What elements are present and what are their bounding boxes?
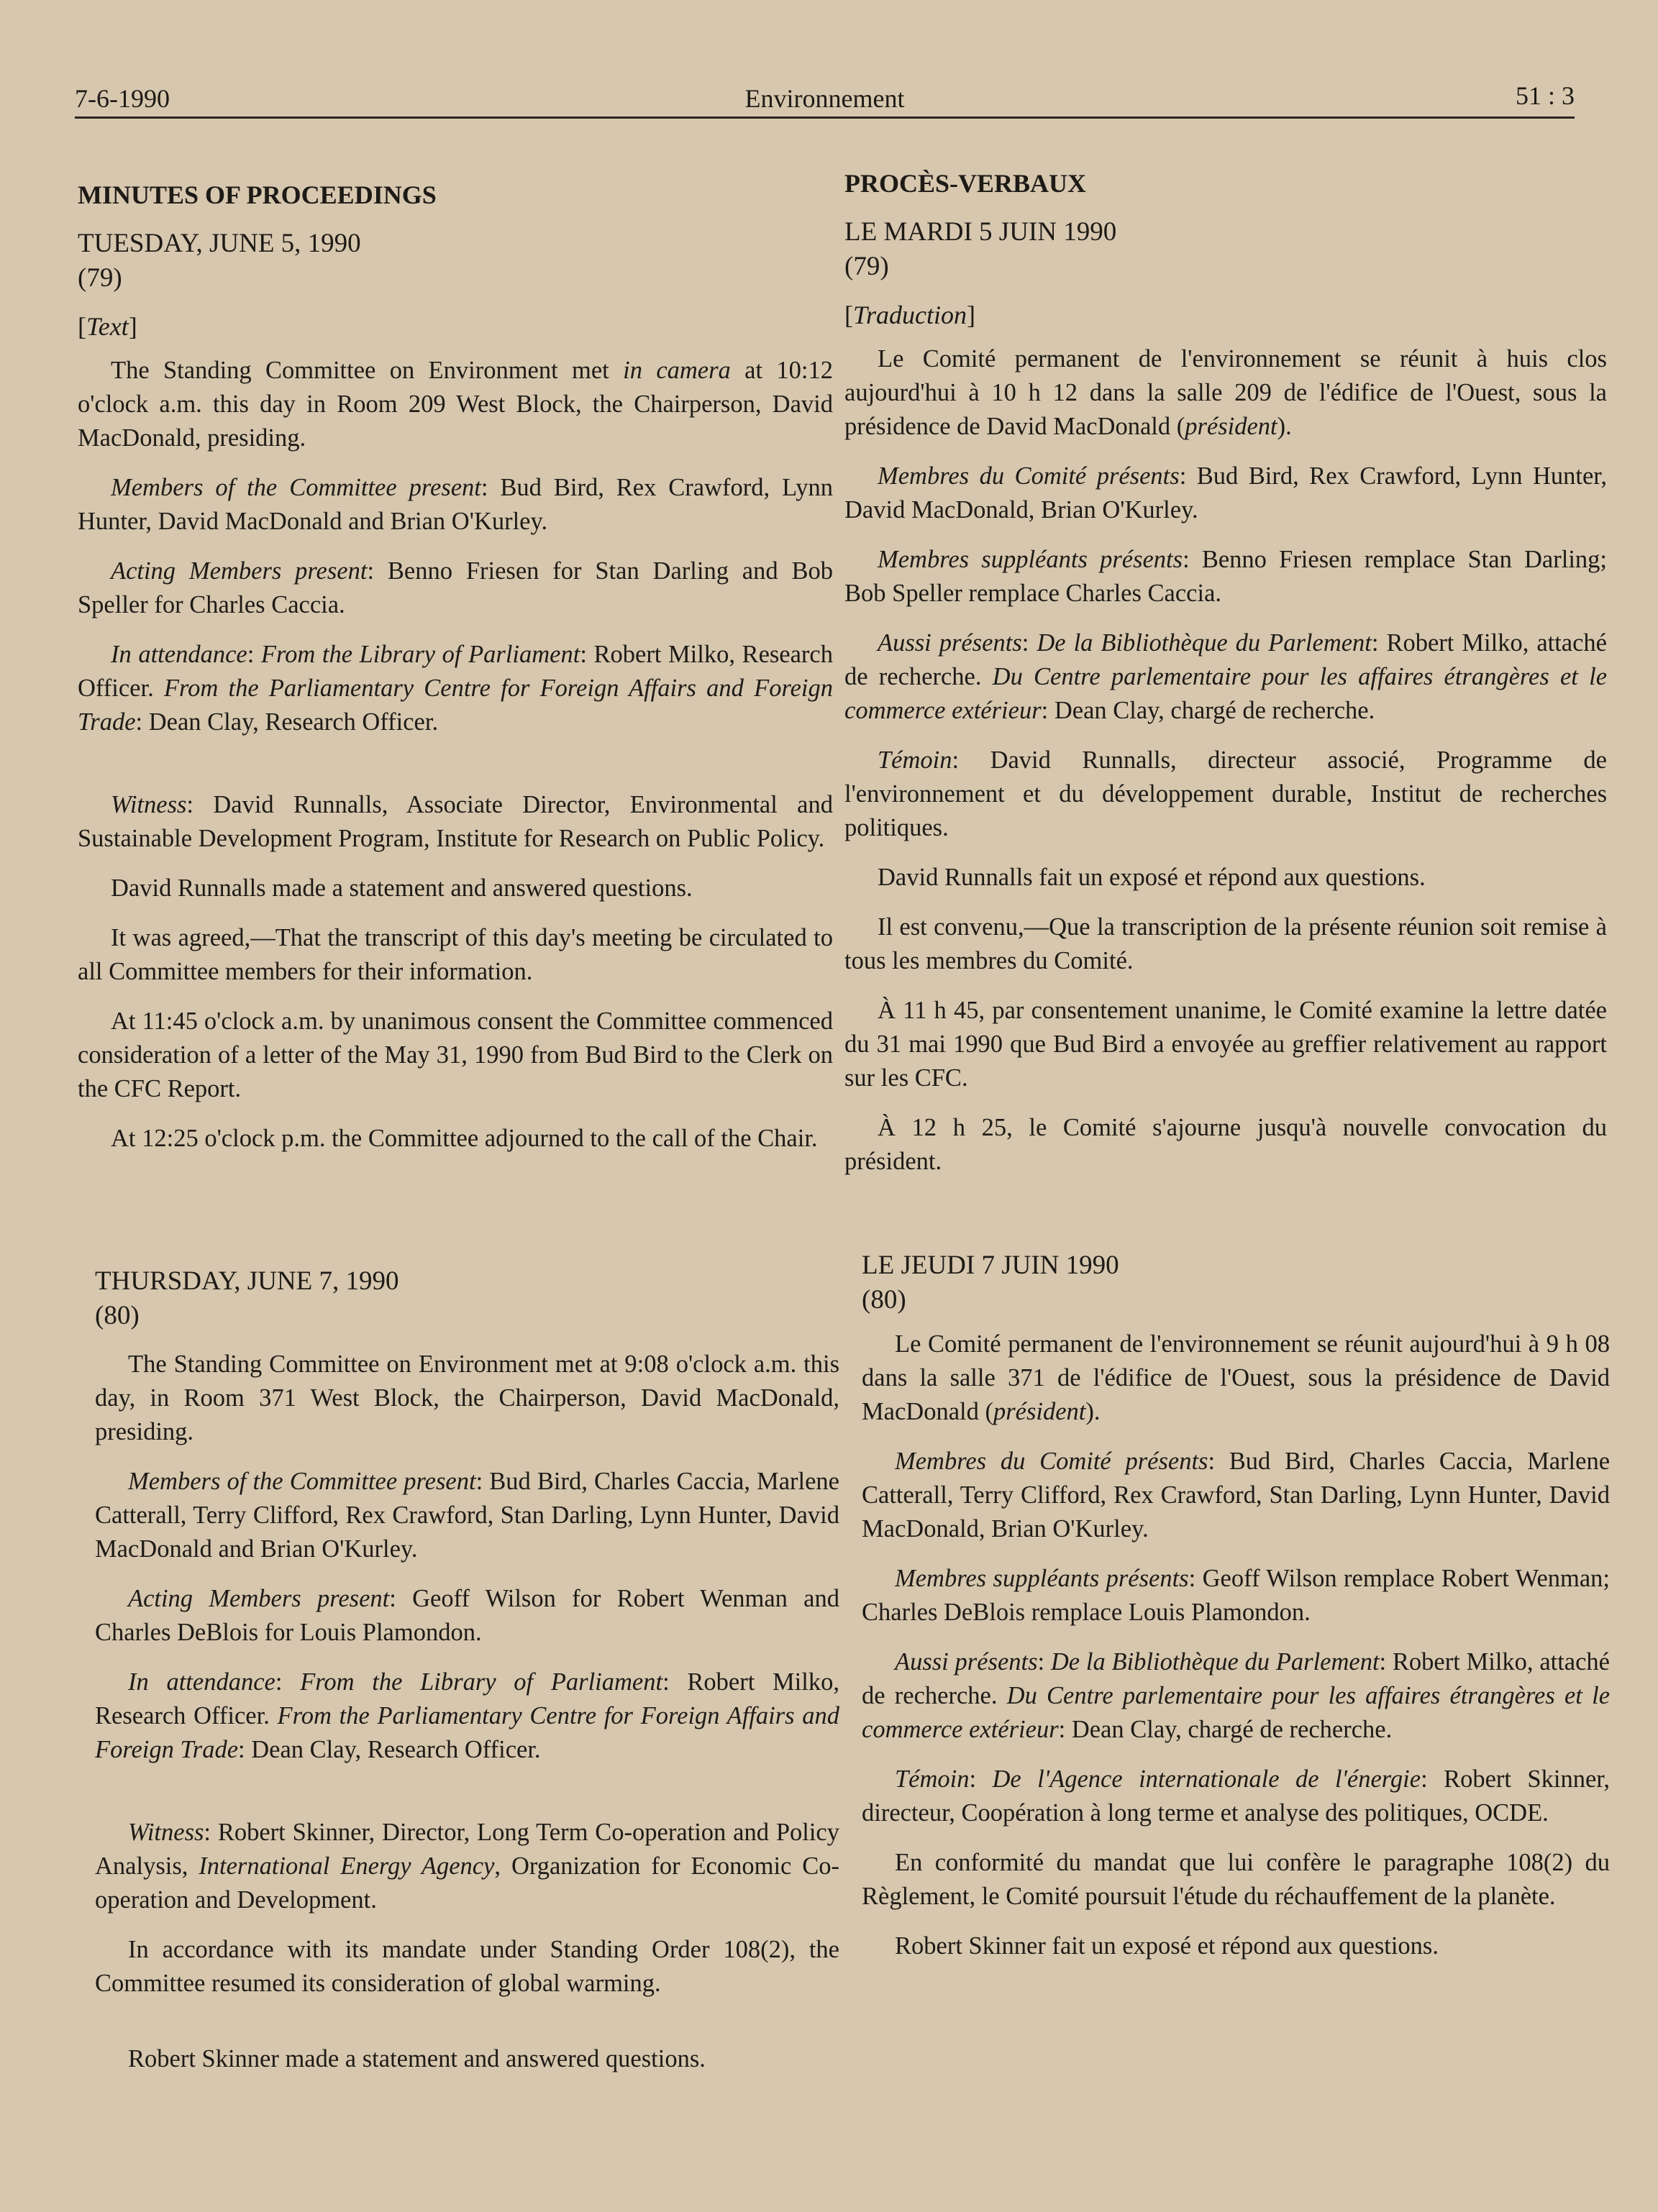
- translation-note: [Text]: [78, 312, 137, 341]
- meeting-date: LE MARDI 5 JUIN 1990: [844, 217, 1117, 247]
- meeting-date: THURSDAY, JUNE 7, 1990: [95, 1266, 399, 1296]
- in-attendance: Aussi présents: De la Bibliothèque du Parlement: Robert Milko, attaché de recherche. Du Centre parlementaire pour les affaires étrangères et le commerce extérieur: Dean Clay, chargé de recherche.: [844, 629, 1608, 724]
- members-present: Membres du Comité présents: Bud Bird, Charles Caccia, Marlene Catterall, Terry Clifford, Rex Crawford, Stan Darling, Lynn Hunter, David MacDonald, Brian O'Kurley.: [862, 1448, 1611, 1543]
- witness: Témoin: David Runnalls, directeur associé, Programme de l'environnement et du développement durable, Institut de recherches politiques.: [844, 746, 1607, 841]
- english-heading: MINUTES OF PROCEEDINGS: [78, 180, 437, 209]
- in-attendance: In attendance: From the Library of Parliament: Robert Milko, Research Officer. From the Parliamentary Centre for Foreign Affairs and Foreign Trade: Dean Clay, Research Officer.: [95, 1668, 840, 1763]
- meeting-number: (79): [78, 263, 122, 293]
- opening-paragraph: Le Comité permanent de l'environnement se réunit aujourd'hui à 9 h 08 dans la salle 371 de l'édifice de l'Ouest, sous la présidence de David MacDonald (président).: [862, 1330, 1610, 1425]
- meeting-date: LE JEUDI 7 JUIN 1990: [862, 1251, 1119, 1280]
- adjournment: À 12 h 25, le Comité s'ajourne jusqu'à nouvelle convocation du président.: [844, 1114, 1607, 1175]
- mandate: En conformité du mandat que lui confère le paragraphe 108(2) du Règlement, le Comité poursuit l'étude du réchauffement de la planète.: [862, 1849, 1610, 1910]
- members-present: Members of the Committee present: Bud Bird, Rex Crawford, Lynn Hunter, David MacDonald and Brian O'Kurley.: [78, 474, 833, 535]
- in-attendance: Aussi présents: De la Bibliothèque du Parlement: Robert Milko, attaché de recherche. Du Centre parlementaire pour les affaires étrangères et le commerce extérieur: Dean Clay, chargé de recherche.: [862, 1648, 1611, 1743]
- running-header: [75, 72, 1575, 119]
- header-page-number: 51 : 3: [1515, 81, 1575, 110]
- members-present: Members of the Committee present: Bud Bird, Charles Caccia, Marlene Catterall, Terry Clifford, Rex Crawford, Stan Darling, Lynn Hunter, David MacDonald and Brian O'Kurley.: [95, 1468, 839, 1563]
- adjournment: At 12:25 o'clock p.m. the Committee adjourned to the call of the Chair.: [111, 1125, 818, 1152]
- meeting-number: (80): [862, 1285, 906, 1315]
- members-present: Membres du Comité présents: Bud Bird, Rex Crawford, Lynn Hunter, David MacDonald, Brian O'Kurley.: [844, 462, 1607, 524]
- letter-consideration: À 11 h 45, par consentement unanime, le Comité examine la lettre datée du 31 mai 1990 que Bud Bird a envoyée au greffier relativement au rapport sur les CFC.: [844, 997, 1607, 1092]
- header-date: 7-6-1990: [75, 84, 170, 113]
- in-attendance: In attendance: From the Library of Parliament: Robert Milko, Research Officer. From the Parliamentary Centre for Foreign Affairs and Foreign Trade: Dean Clay, Research Officer.: [78, 641, 833, 736]
- agreed: It was agreed,—That the transcript of this day's meeting be circulated to all Committee members for their information.: [78, 924, 833, 985]
- english-meeting-80: [95, 1264, 839, 2076]
- acting-members: Membres suppléants présents: Benno Friesen remplace Stan Darling; Bob Speller remplace Charles Caccia.: [844, 546, 1607, 607]
- translation-note: [Traduction]: [844, 301, 976, 329]
- header-title: Environnement: [744, 84, 905, 113]
- witness: Témoin: De l'Agence internationale de l'énergie: Robert Skinner, directeur, Coopération à long terme et analyse des politiques, OCDE.: [862, 1765, 1610, 1827]
- french-meeting-80: [862, 1248, 1610, 1963]
- opening-paragraph: Le Comité permanent de l'environnement se réunit à huis clos aujourd'hui à 10 h 12 dans la salle 209 de l'édifice de l'Ouest, sous la présidence de David MacDonald (président).: [844, 345, 1607, 440]
- opening-paragraph: The Standing Committee on Environment met in camera at 10:12 o'clock a.m. this day in Room 209 West Block, the Chairperson, David MacDonald, presiding.: [78, 357, 834, 452]
- opening-paragraph: The Standing Committee on Environment met at 9:08 o'clock a.m. this day, in Room 371 West Block, the Chairperson, David MacDonald, presiding.: [95, 1350, 839, 1445]
- statement: Robert Skinner fait un exposé et répond aux questions.: [895, 1932, 1439, 1960]
- meeting-number: (80): [95, 1301, 140, 1330]
- english-meeting-79: [78, 178, 833, 1156]
- acting-members: Membres suppléants présents: Geoff Wilson remplace Robert Wenman; Charles DeBlois remplace Louis Plamondon.: [862, 1565, 1610, 1626]
- meeting-date: TUESDAY, JUNE 5, 1990: [78, 229, 361, 258]
- acting-members: Acting Members present: Benno Friesen for Stan Darling and Bob Speller for Charles Caccia.: [78, 557, 833, 618]
- letter-consideration: At 11:45 o'clock a.m. by unanimous consent the Committee commenced consideration of a letter of the May 31, 1990 from Bud Bird to the Clerk on the CFC Report.: [78, 1007, 833, 1102]
- mandate: In accordance with its mandate under Standing Order 108(2), the Committee resumed its consideration of global warming.: [95, 1936, 839, 1997]
- witness: Witness: Robert Skinner, Director, Long Term Co-operation and Policy Analysis, International Energy Agency, Organization for Economic Co-operation and Development.: [95, 1819, 840, 1914]
- statement: Robert Skinner made a statement and answered questions.: [128, 2045, 706, 2072]
- statement: David Runnalls made a statement and answered questions.: [111, 874, 693, 902]
- agreed: Il est convenu,—Que la transcription de la présente réunion soit remise à tous les membres du Comité.: [844, 913, 1607, 974]
- french-meeting-79: [844, 167, 1607, 1179]
- witness: Witness: David Runnalls, Associate Director, Environmental and Sustainable Development Program, Institute for Research on Public Policy.: [78, 791, 833, 852]
- french-heading: PROCÈS-VERBAUX: [844, 169, 1087, 198]
- meeting-number: (79): [844, 252, 889, 281]
- statement: David Runnalls fait un exposé et répond aux questions.: [878, 864, 1426, 891]
- acting-members: Acting Members present: Geoff Wilson for Robert Wenman and Charles DeBlois for Louis Plamondon.: [95, 1585, 839, 1646]
